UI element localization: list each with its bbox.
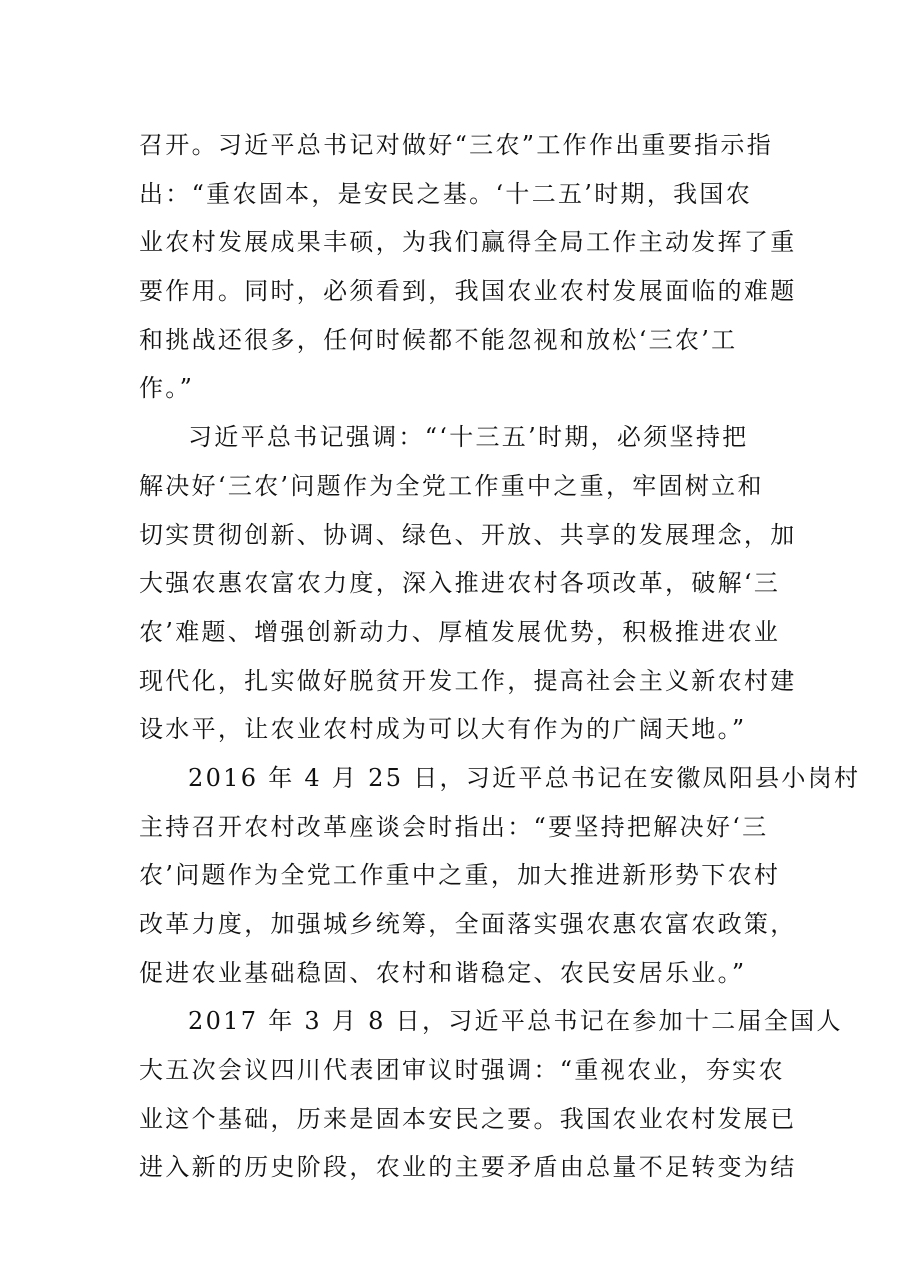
text-line: 作。” bbox=[139, 374, 195, 403]
text-line: 大五次会议四川代表团审议时强调：“重视农业，夯实农 bbox=[139, 1056, 785, 1085]
text-line: 解决好‘三农’问题作为全党工作重中之重，牢固树立和 bbox=[139, 471, 764, 500]
text-line: 促进农业基础稳固、农村和谐稳定、农民安居乐业。” bbox=[139, 958, 747, 987]
paragraph-first-line: 习近平总书记强调：“‘十三五’时期，必须坚持把 bbox=[188, 423, 749, 452]
document-body bbox=[139, 121, 861, 1192]
text-line: 大强农惠农富农力度，深入推进农村各项改革，破解‘三 bbox=[139, 569, 781, 598]
paragraph-first-line: 2016 年 4 月 25 日，习近平总书记在安徽凤阳县小岗村 bbox=[188, 763, 861, 792]
paragraph-first-line: 2017 年 3 月 8 日，习近平总书记在参加十二届全国人 bbox=[188, 1007, 843, 1036]
text-line: 设水平，让农业农村成为可以大有作为的广阔天地。” bbox=[139, 715, 747, 744]
text-line: 出：“重农固本，是安民之基。‘十二五’时期，我国农 bbox=[139, 179, 753, 208]
text-line: 业农村发展成果丰硕，为我们赢得全局工作主动发挥了重 bbox=[139, 228, 797, 257]
text-line: 主持召开农村改革座谈会时指出：“要坚持把解决好‘三 bbox=[139, 812, 769, 841]
text-line: 农’难题、增强创新动力、厚植发展优势，积极推进农业 bbox=[139, 617, 781, 646]
text-line: 召开。习近平总书记对做好“三农”工作作出重要指示指 bbox=[139, 131, 774, 159]
text-line: 和挑战还很多，任何时候都不能忽视和放松‘三农’工 bbox=[139, 325, 738, 354]
text-line: 现代化，扎实做好脱贫开发工作，提高社会主义新农村建 bbox=[139, 666, 797, 695]
text-line: 进入新的历史阶段，农业的主要矛盾由总量不足转变为结 bbox=[139, 1153, 797, 1182]
text-line: 切实贯彻创新、协调、绿色、开放、共享的发展理念，加 bbox=[139, 520, 797, 549]
text-line: 改革力度，加强城乡统筹，全面落实强农惠农富农政策， bbox=[139, 910, 797, 938]
text-line: 业这个基础，历来是固本安民之要。我国农业农村发展已 bbox=[139, 1104, 797, 1133]
text-line: 要作用。同时，必须看到，我国农业农村发展面临的难题 bbox=[139, 277, 797, 306]
text-line: 农’问题作为全党工作重中之重，加大推进新形势下农村 bbox=[139, 861, 781, 890]
